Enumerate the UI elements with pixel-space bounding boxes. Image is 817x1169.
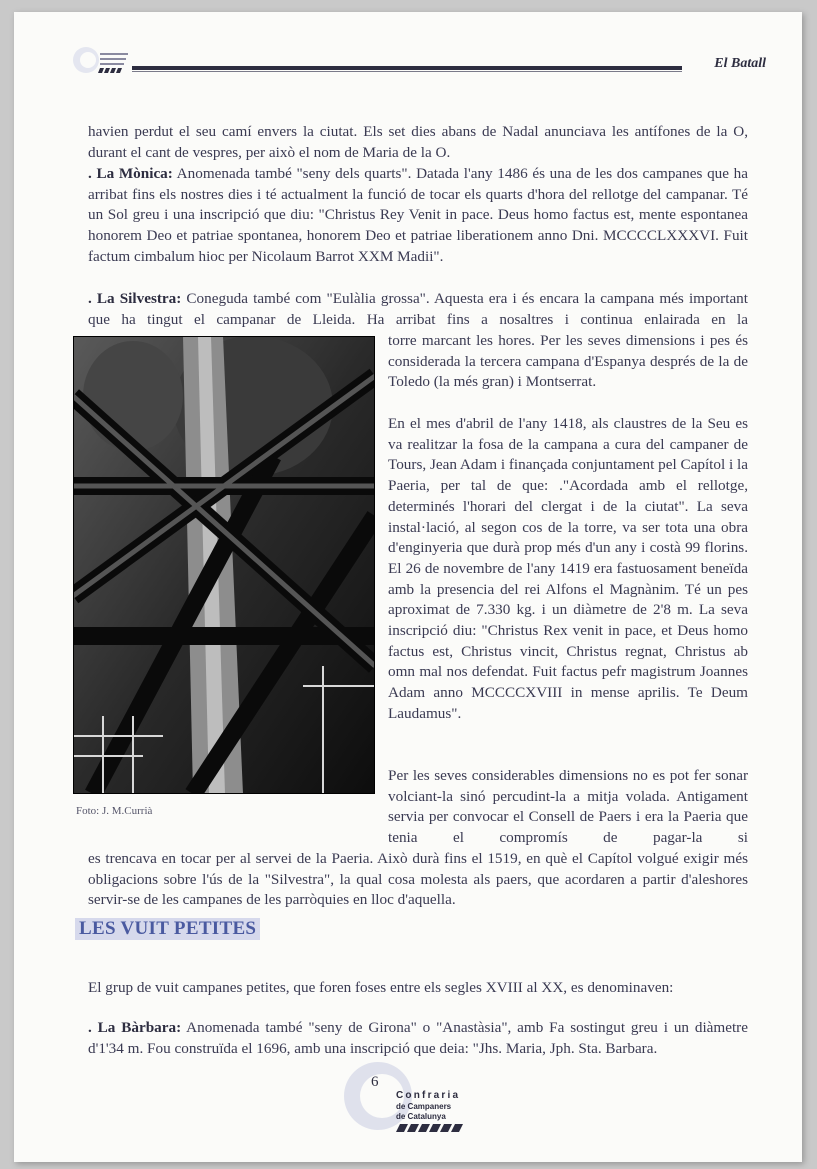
paragraph-paeria: es trencava en tocar per al servei de la Paeria. Això durà fins el 1519, en què el Capítol volgué exigir més obligacions sobre l'ús de la "Silvestra", la qual cosa molesta als paers, que acordaren a partir d'aleshores servir-se de les campanes de les parròquies en lloc d'aquella. [88, 850, 748, 909]
photo-caption: Foto: J. M.Currià [76, 805, 153, 817]
silvestra-label: . La Silvestra: [88, 290, 182, 307]
confraria-logo-icon [70, 45, 132, 75]
footer-logo-line1: Confraria [396, 1090, 461, 1101]
paragraph-intro: havien perdut el seu camí envers la ciutat. Els set dies abans de Nadal anunciava les antífones de la O, durant el cant de vespres, per això el nom de Maria de la O. [88, 123, 748, 161]
footer-logo-line2: de Campaners [396, 1102, 452, 1111]
page-number: 6 [371, 1074, 379, 1090]
barbara-text: Anomenada també "seny de Girona" o "Anastàsia", amb Fa sostingut greu i un diàmetre d'1'34 m. Fou construïda el 1696, amb una inscripció que deia: "Jhs. Maria, Jph. Sta. Barbara. [88, 1019, 748, 1057]
monica-label: . La Mònica: [88, 165, 173, 182]
bell-structure-image [73, 336, 375, 794]
barbara-label: . La Bàrbara: [88, 1019, 182, 1036]
silvestra-text: Coneguda també com "Eulàlia grossa". Aquesta era i és encara la campana més important que ha tingut el campanar de Lleida. Ha arribat fins a nosaltres i continua enlairada en la [88, 290, 748, 328]
publication-title: El Batall [714, 56, 766, 71]
header-rule-thin [132, 71, 682, 72]
section-title: LES VUIT PETITES [75, 918, 260, 940]
header-rule [132, 66, 682, 70]
paragraph-silvestra-side: torre marcant les hores. Per les seves dimensions i pes és considerada la tercera campana d'Espanya després de la de Toledo (la més gran) i Montserrat. [388, 332, 748, 391]
footer-logo-line3: de Catalunya [396, 1112, 446, 1121]
paragraph-vuit-petites: El grup de vuit campanes petites, que foren foses entre els segles XVIII al XX, es denominaven: [88, 979, 674, 996]
monica-text: Anomenada també "seny dels quarts". Datada l'any 1486 és una de les dos campanes que ha arribat fins els nostres dies i té actualment la funció de tocar els quarts d'hora del rellotge del campanar. Té un Sol greu i una inscripció que diu: "Christus Rey Venit in pace. Deus homo factus est, mente espontanea honorem Deo et patriae spontanea, honorem Deo et patriae liberationem anno Dni. MCCCCLXXXVI. Fuit factum cimbalum hioc per Nicolaum Barrot XXM Madii". [88, 165, 748, 265]
paragraph-monica [88, 164, 748, 268]
bell-tower-photo [73, 336, 375, 794]
paragraph-fosa: En el mes d'abril de l'any 1418, als claustres de la Seu es va realitzar la fosa de la campana a cura del campaner de Tours, Jean Adam i finançada conjuntament pel Capítol i la Paeria, per tal de que: ."Acordada amb el rellotge, determinés l'horari del clergat i de la ciutat". La seva instal·lació, al segon cos de la torre, va ser tota una obra d'enginyeria que durà prop més d'un any i costà 99 florins. El 26 de novembre de l'any 1419 era fastuosament beneïda amb la presencia del rei Alfons el Magnànim. Té un pes aproximat de 7.330 kg. i un diàmetre de 2'8 m. La seva inscripció diu: "Christus Rex venit in pace, et Deus homo factus est, Christus vincit, Christus regnat, Christus ab omn mal nos defendat. Fuit factus pefr magistrum Joannes Adam anno MCCCCXVIII in mense aprilis. Te Deum Laudamus". [388, 415, 748, 722]
paragraph-dimensions: Per les seves considerables dimensions no es pot fer sonar volciant-la sinó percudint-la a mitja volada. Antigament servia per convocar el Consell de Paers i era la Paeria que tenia el compromís de pagar-la si [388, 767, 748, 847]
paragraph-silvestra [88, 289, 748, 330]
paragraph-barbara [88, 1018, 748, 1059]
